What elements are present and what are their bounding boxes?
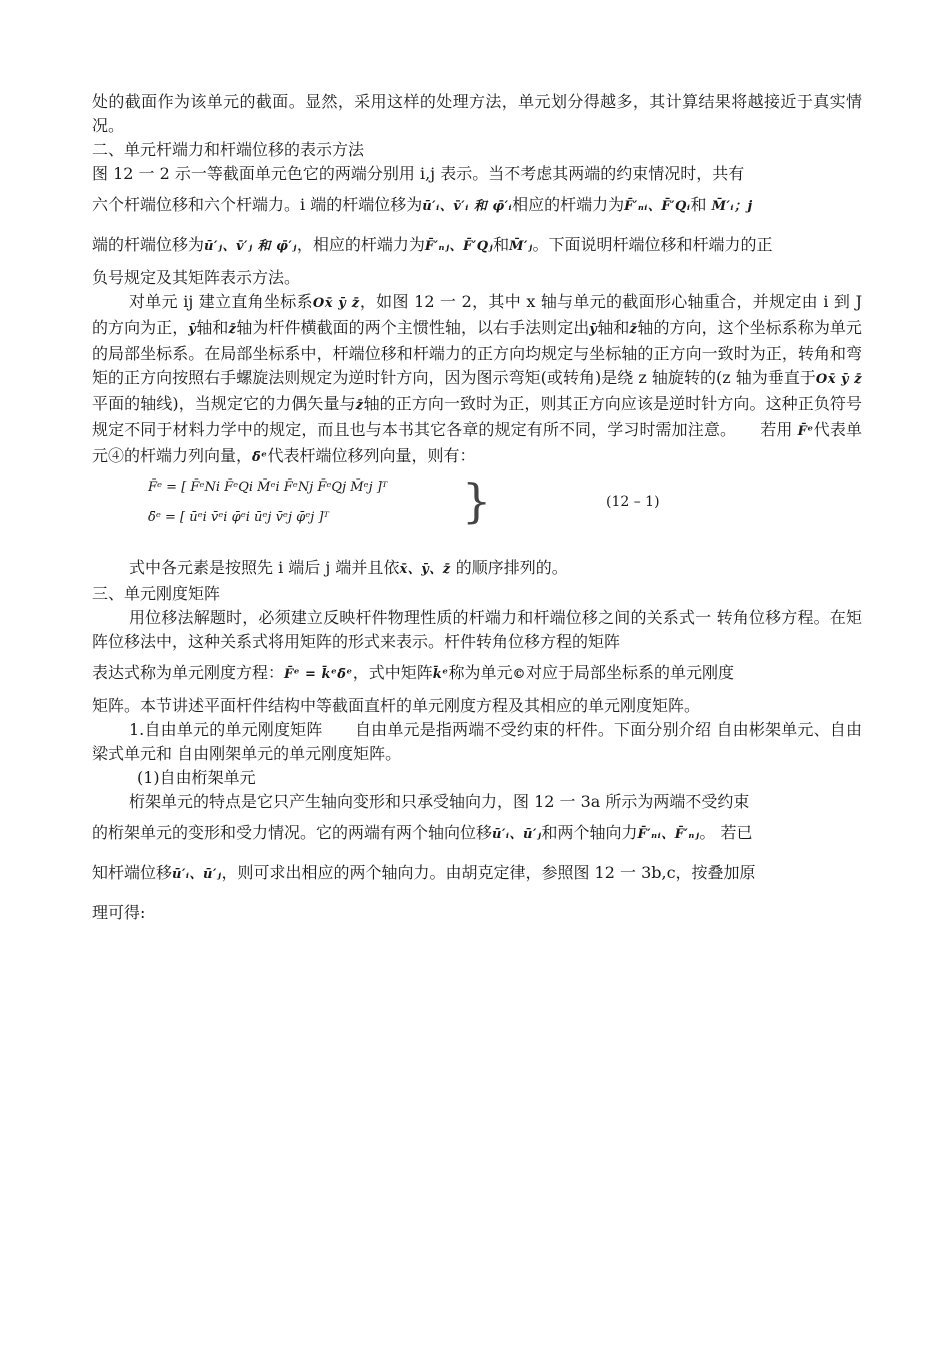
math-axes-order: x̄、ȳ、z̄ (399, 562, 451, 577)
text-span: 的顺序排列的。 (455, 558, 568, 577)
text-span: 和 (493, 235, 510, 254)
equation-brace: } (462, 474, 492, 528)
document-body (92, 90, 862, 932)
text-span: 对单元 ij 建立直角坐标系 (129, 292, 313, 311)
equation-force-row: F̄ᵉ = [ F̄ᵉNi F̄ᵉQi M̄ᵉi F̄ᵉNj F̄ᵉQj M̄ᵉj ]ᵀ (148, 480, 388, 495)
text-span: 相应的杆端力为 (512, 195, 625, 214)
paragraph-j-end (92, 226, 862, 266)
text-span: 和两个轴向力 (541, 823, 638, 842)
paragraph-fig-12-2: 图 12 一 2 示一等截面单元色它的两端分别用 i,j 表示。当不考虑其两端的约束情况时，共有 (92, 164, 745, 183)
math-i-forces: F̄′ₙᵢ、F̄′Qᵢ (624, 199, 691, 214)
section-heading-2: 二、单元杆端力和杆端位移的表示方法 (92, 140, 365, 159)
text-span: 表达式称为单元刚度方程： (92, 663, 285, 682)
paragraph-local-coordinates (92, 290, 862, 470)
math-axial-forces: F̄′ₙᵢ、F̄′ₙⱼ (637, 827, 700, 842)
text-span: 。下面说明杆端位移和杆端力的正 (532, 235, 773, 254)
paragraph-truss-axial (92, 814, 862, 854)
text-span: 端的杆端位移为 (92, 235, 205, 254)
text-span: ，式中矩阵 (352, 663, 433, 682)
math-j-displacements: ū′ⱼ、v̄′ⱼ 和 φ̄′ⱼ (204, 239, 297, 254)
math-z-axis: z̄ (228, 322, 237, 337)
text-span: 轴的正方向一致时为正，则其正方向应该是逆时针方向。这种正负符号规定不同于材料力学中的规定，而且也与本书其它各章的规定有所不同，学习时需加注意。 若用 (92, 394, 862, 439)
math-element-symbol: © (512, 667, 527, 682)
math-y-axis: ȳ (188, 322, 197, 337)
text-span: ，则可求出相应的两个轴向力。由胡克定律，参照图 12 一 3b,c，按叠加原 (221, 863, 756, 882)
math-y-axis: ȳ (589, 322, 598, 337)
text-span: 轴和 (196, 318, 229, 337)
text-span: 轴为杆件横截面的两个主惯性轴，以右手法则定出 (236, 318, 590, 337)
math-coord-system: Ox̄ ȳ z̄ (815, 372, 862, 387)
text-span: 对应于局部坐标系的单元刚度 (526, 663, 735, 682)
text-span: 代表杆端位移列向量，则有： (267, 446, 476, 465)
math-j-moment: M̄′ⱼ (509, 239, 533, 254)
paragraph-truss-feature: 桁架单元的特点是它只产生轴向变形和只承受轴向力，图 12 一 3a 所示为两端不受约束 (129, 792, 750, 811)
math-stiffness-matrix: k̄ᵉ (432, 667, 449, 682)
math-j-forces: F̄′ₙⱼ、F̄′Qⱼ (424, 239, 494, 254)
paragraph-stiffness-intro: 矩阵。本节讲述平面杆件结构中等截面直杆的单元刚度方程及其相应的单元刚度矩阵。 (92, 696, 701, 715)
text-span: 轴的方向，这个坐标系称为单元的局部坐标系。在局部坐标系中，杆端位移和杆端力的正方向均规定与坐标轴的正方向一致时为正，转角和弯矩的正方向按照右手螺旋法则规定为逆时针方向，因为图示弯矩(或转角)是绕 z 轴旋转的(z 轴为垂直于 (92, 318, 862, 387)
paragraph-superposition: 理可得: (92, 903, 146, 922)
text-span: 代表单元④的杆端力列向量， (92, 420, 862, 465)
equation-number: (12 – 1) (606, 494, 660, 510)
section-heading-3: 三、单元刚度矩阵 (92, 584, 221, 603)
paragraph-intro: 处的截面作为该单元的截面。显然，采用这样的处理方法，单元划分得越多，其计算结果将越接近于真实情况。 (92, 92, 862, 135)
math-coord-system: Ox̄ ȳ z̄ (312, 296, 360, 311)
math-displacement-vector: δ̄ᵉ (252, 450, 268, 465)
math-i-displacements: ū′ᵢ、v̄′ᵢ 和 φ̄′ᵢ (422, 199, 513, 214)
math-end-displacements: ū′ᵢ、ū′ⱼ (172, 867, 222, 882)
text-span: 的桁架单元的变形和受力情况。它的两端有两个轴向位移 (92, 823, 493, 842)
text-span: 称为单元 (448, 663, 513, 682)
paragraph-element-order (92, 556, 862, 582)
text-span: 六个杆端位移和六个杆端力。i 端的杆端位移为 (92, 195, 423, 214)
text-span: ，相应的杆端力为 (296, 235, 425, 254)
text-span: 知杆端位移 (92, 863, 173, 882)
math-i-moment: M̄′ᵢ；j (711, 199, 753, 214)
text-span: 和 (690, 195, 707, 214)
paragraph-stiffness-equation (92, 654, 862, 694)
paragraph-displacement-method: 用位移法解题时，必须建立反映杆件物理性质的杆端力和杆端位移之间的关系式一 转角位移方程。在矩阵位移法中，这种关系式将用矩阵的形式来表示。杆件转角位移方程的矩阵 (92, 608, 862, 651)
math-z-axis: z̄ (355, 398, 364, 413)
text-span: 式中各元素是按照先 i 端后 j 端并且依 (129, 558, 400, 577)
math-force-vector: F̄ᵉ (797, 424, 814, 439)
text-span: 轴和 (597, 318, 630, 337)
text-span: ，如图 12 一 2，其中 x 轴与单元的截面形心轴重合，并规定由 i 到 J 的方向为正， (92, 292, 862, 337)
paragraph-end-displacements (92, 186, 862, 226)
text-span: 平面的轴线)，当规定它的力偶矢量与 (92, 394, 356, 413)
math-z-axis: z̄ (629, 322, 638, 337)
paragraph-sign-convention: 负号规定及其矩阵表示方法。 (92, 268, 301, 287)
text-span: 。 若已 (699, 823, 753, 842)
equation-12-1 (92, 472, 862, 550)
paragraph-hooke-law (92, 854, 862, 894)
subheading-truss-element: (1)自由桁架单元 (137, 768, 256, 787)
math-axial-displacements: ū′ᵢ、ū′ⱼ (492, 827, 542, 842)
paragraph-free-element: 1.自由单元的单元刚度矩阵 自由单元是指两端不受约束的杆件。下面分别介绍 自由彬架单元、自由梁式单元和 自由刚架单元的单元刚度矩阵。 (92, 720, 862, 763)
math-stiffness-equation: F̄ᵉ = k̄ᵉδ̄ᵉ (284, 667, 353, 682)
equation-displacement-row: δ̄ᵉ = [ ūᵉi v̄ᵉi φ̄ᵉi ūᵉj v̄ᵉj φ̄ᵉj ]ᵀ (148, 510, 329, 525)
